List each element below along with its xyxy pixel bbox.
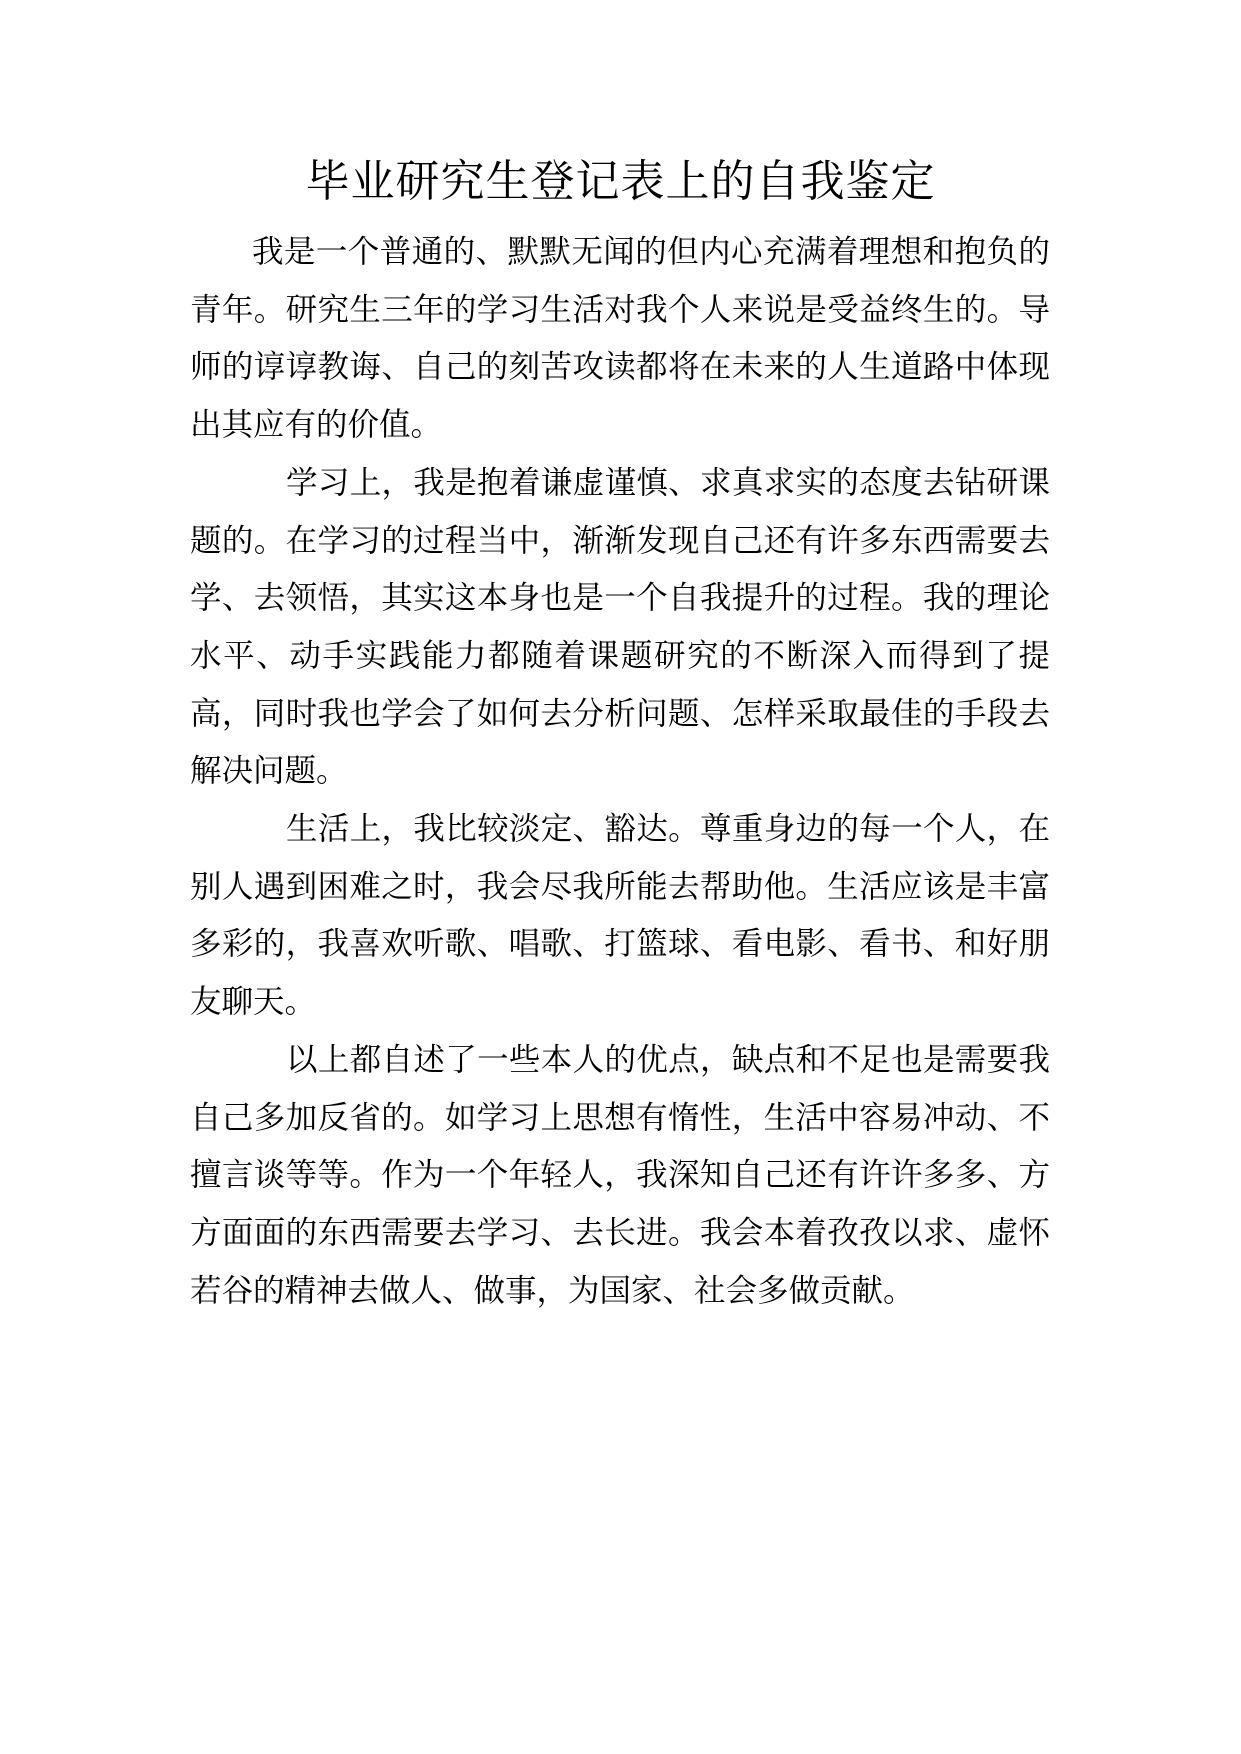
paragraph-intro: 我是一个普通的、默默无闻的但内心充满着理想和抱负的青年。研究生三年的学习生活对我个人来说是受益终生的。导师的谆谆教诲、自己的刻苦攻读都将在未来的人生道路中体现出其应有的价值。 bbox=[190, 234, 1050, 444]
document-body bbox=[190, 224, 1050, 1320]
paragraph-life: 生活上，我比较淡定、豁达。尊重身边的每一个人，在别人遇到困难之时，我会尽我所能去帮助他。生活应该是丰富多彩的，我喜欢听歌、唱歌、打篮球、看电影、看书、和好朋友聊天。 bbox=[190, 811, 1050, 1021]
paragraph-study: 学习上，我是抱着谦虚谨慎、求真求实的态度去钻研课题的。在学习的过程当中，渐渐发现自己还有许多东西需要去学、去领悟，其实这本身也是一个自我提升的过程。我的理论水平、动手实践能力都随着课题研究的不断深入而得到了提高，同时我也学会了如何去分析问题、怎样采取最佳的手段去解决问题。 bbox=[190, 464, 1050, 790]
paragraph-shortcomings: 以上都自述了一些本人的优点，缺点和不足也是需要我自己多加反省的。如学习上思想有惰性，生活中容易冲动、不擅言谈等等。作为一个年轻人，我深知自己还有许许多多、方方面面的东西需要去学习、去长进。我会本着孜孜以求、虚怀若谷的精神去做人、做事，为国家、社会多做贡献。 bbox=[190, 1041, 1050, 1309]
document-title: 毕业研究生登记表上的自我鉴定 bbox=[305, 156, 936, 207]
